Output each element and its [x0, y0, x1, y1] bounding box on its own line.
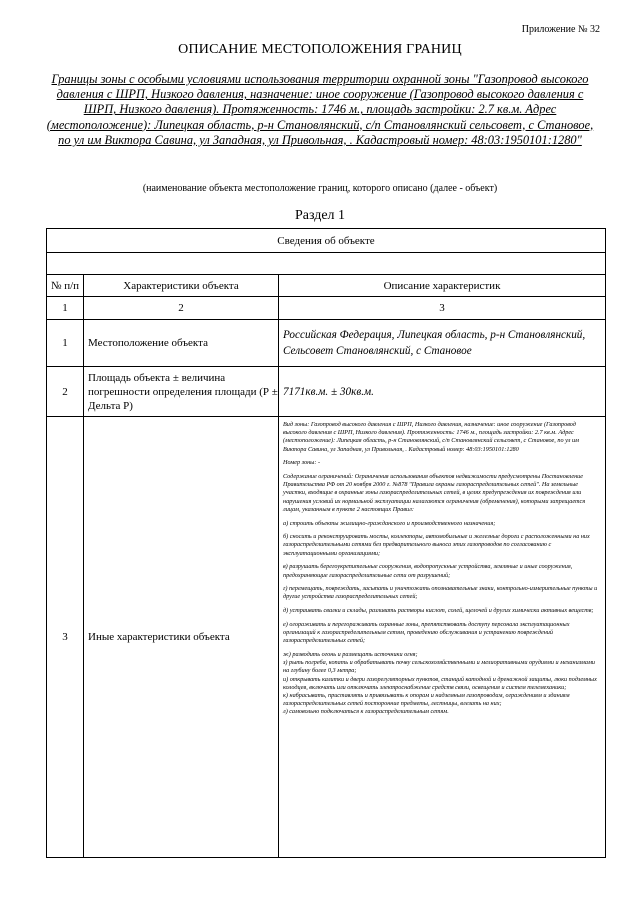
zone-type-paragraph: Вид зоны: Газопровод высокого давления с ШРП, Низкого давления, назначение: иное сооружение (Газопровод высокого давления с ШРП, Низкого давления). Протяженность: 1746 м., площадь застройки: 2.7 кв.м. Адрес (местоположение): Липецкая область, р-н Становлянский, с/п Становлянский сельсовет, с Становое, по ул им Виктора Савина, ул Западная, ул Привольная, . Кадастровый номер: 48:03:1950101:1280	[283, 421, 579, 453]
restriction-item: г) перемещать, повреждать, засыпать и уничтожать опознавательные знаки, контрольно-измерительные пункты и другие устройства газораспределительных сетей;	[283, 585, 598, 601]
restriction-item: д) устраивать свалки и склады, разливать растворы кислот, солей, щелочей и других химически активных веществ;	[283, 607, 594, 615]
row-description: 7171кв.м. ± 30кв.м.	[279, 367, 606, 417]
restriction-item: л) самовольно подключаться к газораспределительным сетям.	[283, 708, 449, 716]
row-num: 3	[47, 417, 84, 858]
table-title-row	[47, 229, 606, 253]
colnum-1: 1	[47, 297, 84, 320]
restriction-item: з) рыть погреба, копать и обрабатывать почву сельскохозяйственными и мелиоративными орудиями и механизмами на глубину более 0,3 метра;	[283, 659, 596, 675]
row-characteristic: Иные характеристики объекта	[84, 417, 279, 858]
table-spacer-row	[47, 253, 606, 275]
zone-number-paragraph: Номер зоны: -	[283, 459, 321, 467]
header-num: № п/п	[47, 275, 84, 297]
table-row	[47, 320, 606, 367]
row-num: 2	[47, 367, 84, 417]
row-description-restrictions	[279, 417, 606, 858]
restriction-item: е) огораживать и перегораживать охранные зоны, препятствовать доступу персонала эксплуатационных организаций к газораспределительным сетям, проведению обслуживания и устранению повреждений газораспределительных сетей;	[283, 620, 570, 645]
table-title: Сведения об объекте	[47, 229, 606, 253]
row-description: Российская Федерация, Липецкая область, р-н Становлянский, Сельсовет Становлянский, с Становое	[279, 320, 606, 367]
row-characteristic: Местоположение объекта	[84, 320, 279, 367]
object-caption: (наименование объекта местоположение границ, которого описано (далее - объект)	[142, 183, 498, 194]
page-title: ОПИСАНИЕ МЕСТОПОЛОЖЕНИЯ ГРАНИЦ	[178, 42, 462, 57]
object-info-table	[46, 228, 606, 858]
restriction-item: б) сносить и реконструировать мосты, коллекторы, автомобильные и железные дороги с расположенными на них газораспределительными сетями без предварительного выноса этих газопроводов по согласованию с эксплуатационными организациями;	[283, 533, 590, 557]
restriction-item: и) открывать калитки и двери газорегуляторных пунктов, станций катодной и дренажной защиты, люки подземных колодцев, включать или отключать электроснабжение средств связи, освещения и систем телемеханики;	[283, 675, 597, 691]
restriction-item: в) разрушать берегоукрепительные сооружения, водопропускные устройства, земляные и иные сооружения, предохраняющие газораспределительные сети от разрушений;	[283, 563, 573, 579]
appendix-label: Приложение № 32	[521, 24, 600, 35]
table-header-row	[47, 275, 606, 297]
colnum-3: 3	[279, 297, 606, 320]
row-num: 1	[47, 320, 84, 367]
restriction-item: к) набрасывать, приставлять и привязывать к опорам и надземным газопроводам, ограждениям и зданиям газораспределительных сетей посторонние предметы, лестницы, влезать на них;	[283, 691, 570, 708]
header-characteristic: Характеристики объекта	[84, 275, 279, 297]
table-colnum-row	[47, 297, 606, 320]
restriction-item: ж) разводить огонь и размещать источники огня;	[283, 650, 418, 658]
table-spacer-cell	[47, 253, 606, 275]
object-description: Границы зоны с особыми условиями использования территории охранной зоны "Газопровод высокого давления с ШРП, Низкого давления, назначение: иное сооружение (Газопровод высокого давления с ШРП, Низкого давления). Протяженность: 1746 м., площадь застройки: 2.7 кв.м. Адрес (местоположение): Липецкая область, р-н Становлянский, с/п Становлянский сельсовет, с Становое, по ул им Виктора Савина, ул Западная, ул Привольная, . Кадастровый номер: 48:03:1950101:1280"	[46, 72, 594, 147]
row-characteristic: Площадь объекта ± величина погрешности определения площади (Р ± Дельта Р)	[84, 367, 279, 417]
header-description: Описание характеристик	[279, 275, 606, 297]
section-title: Раздел 1	[294, 208, 346, 223]
colnum-2: 2	[84, 297, 279, 320]
table-row	[47, 367, 606, 417]
restriction-item: а) строить объекты жилищно-гражданского и производственного назначения;	[283, 519, 496, 527]
restrictions-intro-paragraph: Содержание ограничений: Ограничения использования объектов недвижимости предусмотрены Постановление Правительства РФ от 20 ноября 2000 г. №878 "Правила охраны газораспределительных сетей". На земельные участки, входящие в охранные зоны газораспределительных сетей, в целях предупреждения их повреждения или нарушения условий их нормальной эксплуатации налагаются ограничения (обременения), которыми запрещается лицам, указанным в пункте 2 настоящих Правил:	[283, 473, 586, 513]
table-row	[47, 417, 606, 858]
